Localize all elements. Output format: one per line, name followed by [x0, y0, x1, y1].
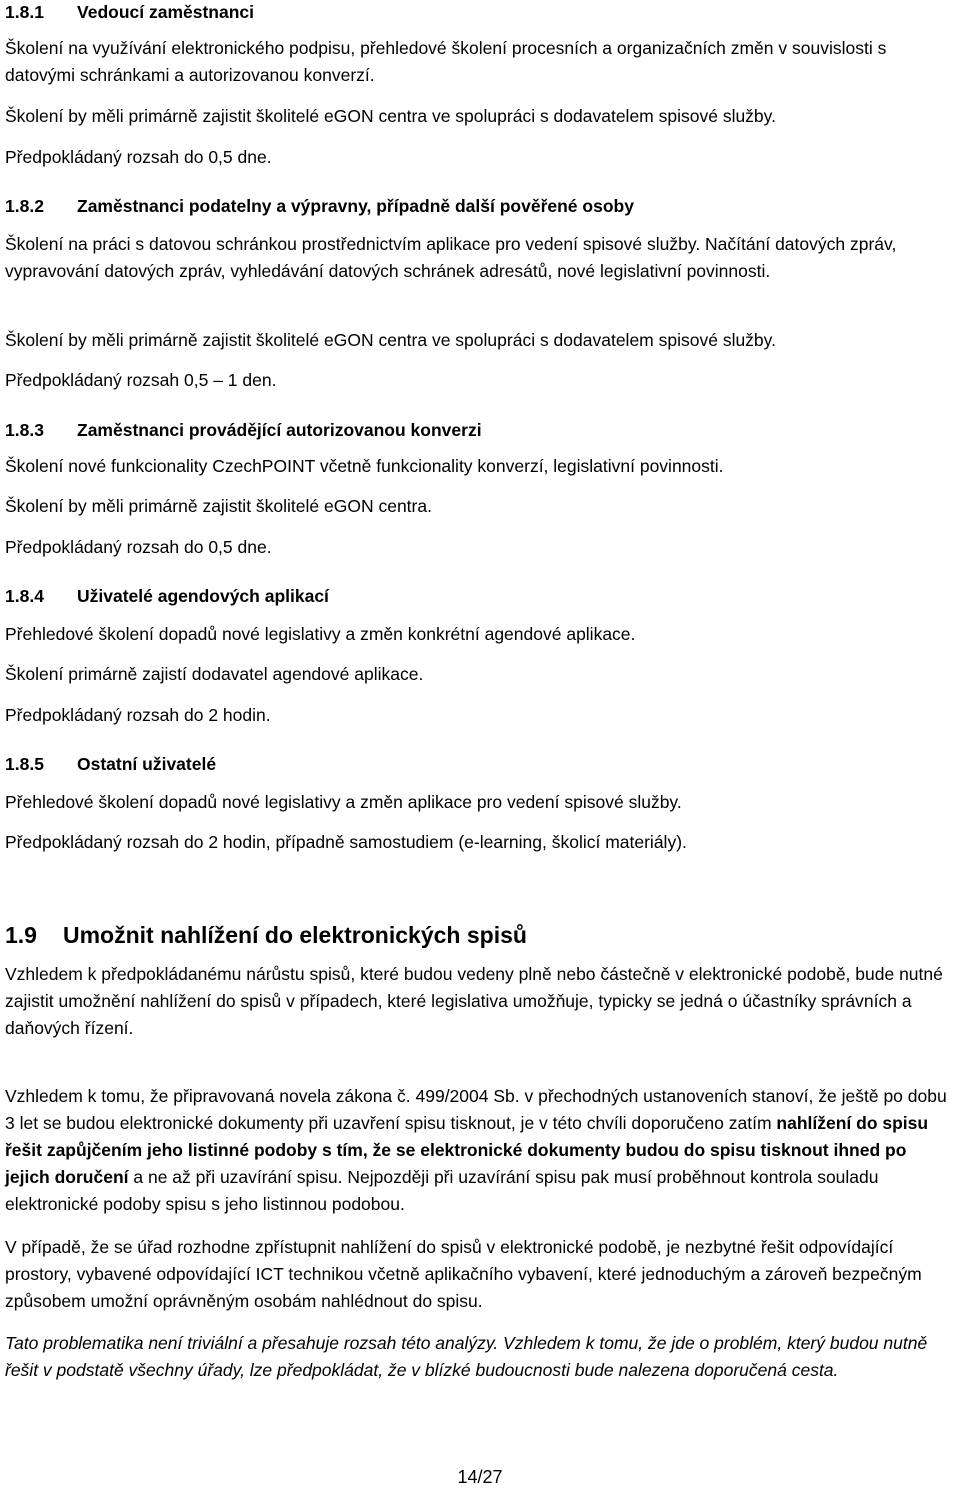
- paragraph: Školení by měli primárně zajistit školitelé eGON centra.: [5, 496, 432, 516]
- heading-1-8-2: [5, 194, 634, 218]
- paragraph: Školení by měli primárně zajistit školitelé eGON centra ve spolupráci s dodavatelem spisové služby.: [5, 330, 776, 350]
- heading-number: 1.8.2: [5, 196, 44, 216]
- section-1-8-3: [5, 418, 482, 442]
- heading-title: Vedoucí zaměstnanci: [77, 2, 255, 22]
- paragraph: Předpokládaný rozsah do 2 hodin.: [5, 705, 271, 725]
- paragraph: [5, 1083, 955, 1218]
- section-1-8-2: [5, 194, 634, 218]
- section-1-8-4: [5, 584, 329, 608]
- heading-1-9: [5, 920, 527, 950]
- section-1-8-5: [5, 752, 216, 776]
- paragraph: Přehledové školení dopadů nové legislativy a změn aplikace pro vedení spisové služby.: [5, 792, 682, 812]
- heading-number: 1.8.1: [5, 2, 44, 22]
- heading-1-8-4: [5, 584, 329, 608]
- heading-title: Umožnit nahlížení do elektronických spisů: [63, 922, 527, 948]
- heading-number: 1.8.3: [5, 420, 44, 440]
- heading-number: 1.8.5: [5, 754, 44, 774]
- heading-number: 1.8.4: [5, 586, 44, 606]
- heading-number: 1.9: [5, 922, 37, 948]
- paragraph: Školení nové funkcionality CzechPOINT včetně funkcionality konverzí, legislativní povinnosti.: [5, 456, 724, 476]
- section-1-9: [5, 920, 527, 950]
- paragraph: V případě, že se úřad rozhodne zpřístupnit nahlížení do spisů v elektronické podobě, je nezbytné řešit odpovídající prostory, vybavené odpovídající ICT technikou včetně aplikačního vybavení, které jednoduchým a zároveň bezpečným způsobem umožní oprávněným osobám nahlédnout do spisu.: [5, 1237, 922, 1311]
- heading-1-8-3: [5, 418, 482, 442]
- paragraph: Předpokládaný rozsah do 2 hodin, případně samostudiem (e-learning, školicí materiály).: [5, 832, 687, 852]
- paragraph-text: a ne až při uzavírání spisu. Nejpozději při uzavírání spisu pak musí proběhnout kontrola souladu elektronické podoby spisu s jeho listinnou podobou.: [5, 1167, 879, 1214]
- heading-title: Zaměstnanci podatelny a výpravny, případně další pověřené osoby: [77, 196, 634, 216]
- heading-title: Ostatní uživatelé: [77, 754, 217, 774]
- heading-title: Zaměstnanci provádějící autorizovanou konverzi: [77, 420, 482, 440]
- paragraph: Školení by měli primárně zajistit školitelé eGON centra ve spolupráci s dodavatelem spisové služby.: [5, 106, 776, 126]
- emphasized-text: nahlížení do spisu řešit zapůjčením jeho listinné podoby s tím, že se elektronické dokumenty budou do spisu tisknout ihned po jejich doručení: [5, 1113, 929, 1187]
- heading-1-8-1: [5, 0, 254, 24]
- paragraph-text: Vzhledem k tomu, že připravovaná novela zákona č. 499/2004 Sb. v přechodných ustanoveních stanoví, že ještě po dobu 3 let se budou elektronické dokumenty při uzavření spisu tisknout, je v této chvíli doporučeno zatím: [5, 1086, 947, 1133]
- page-number: 14/27: [457, 1467, 503, 1487]
- paragraph: Přehledové školení dopadů nové legislativy a změn konkrétní agendové aplikace.: [5, 624, 636, 644]
- paragraph: Předpokládaný rozsah do 0,5 dne.: [5, 147, 272, 167]
- paragraph: Vzhledem k předpokládanému nárůstu spisů, které budou vedeny plně nebo částečně v elektronické podobě, bude nutné zajistit umožnění nahlížení do spisů v případech, které legislativa umožňuje, typicky se jedná o účastníky správních a daňových řízení.: [5, 964, 943, 1038]
- heading-title: Uživatelé agendových aplikací: [77, 586, 329, 606]
- heading-1-8-5: [5, 752, 216, 776]
- paragraph: Školení na práci s datovou schránkou prostřednictvím aplikace pro vedení spisové služby. Načítání datových zpráv, vypravování datových zpráv, vyhledávání datových schránek adresátů, nové legislativní povinnosti.: [5, 234, 897, 281]
- section-1-8-1: [5, 0, 254, 24]
- paragraph: Předpokládaný rozsah do 0,5 dne.: [5, 537, 272, 557]
- italic-note: Tato problematika není triviální a přesahuje rozsah této analýzy. Vzhledem k tomu, že jde o problém, který budou nutně řešit v podstatě všechny úřady, lze předpokládat, že v blízké budoucnosti bude nalezena doporučená cesta.: [5, 1333, 928, 1380]
- paragraph: Školení na využívání elektronického podpisu, přehledové školení procesních a organizačních změn v souvislosti s datovými schránkami a autorizovanou konverzí.: [5, 38, 887, 85]
- paragraph: Předpokládaný rozsah 0,5 – 1 den.: [5, 370, 277, 390]
- paragraph: Školení primárně zajistí dodavatel agendové aplikace.: [5, 664, 424, 684]
